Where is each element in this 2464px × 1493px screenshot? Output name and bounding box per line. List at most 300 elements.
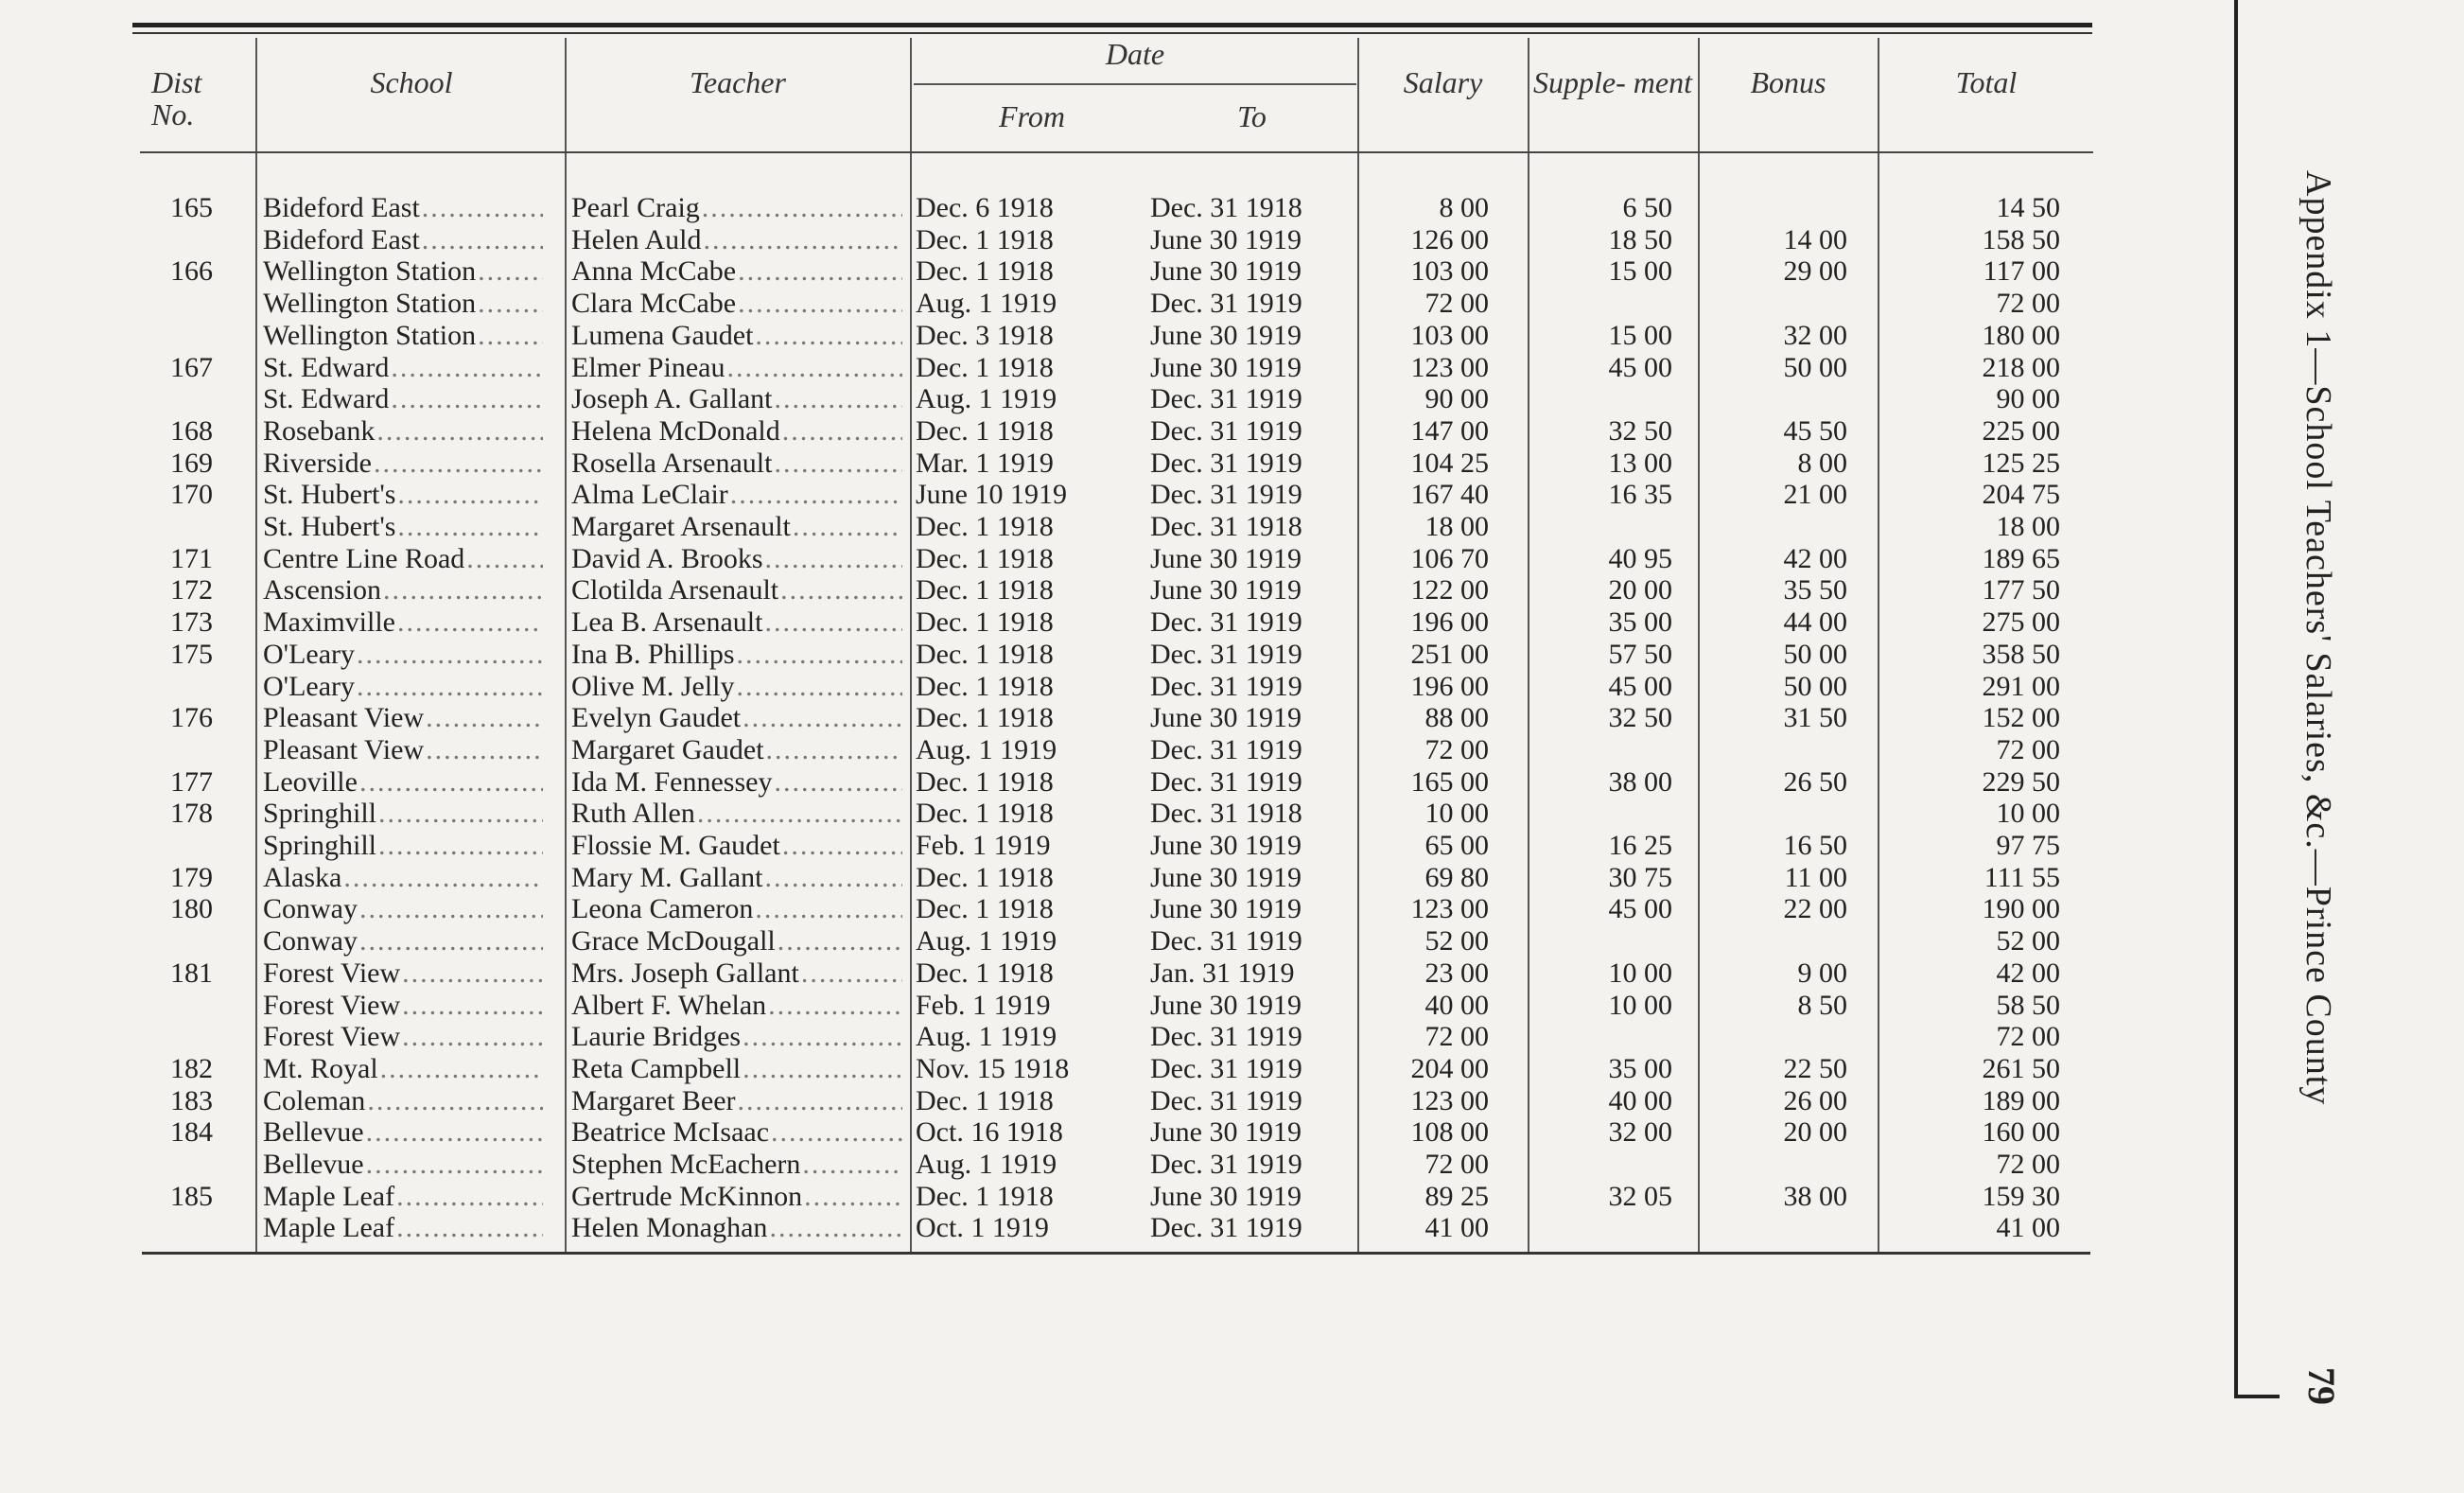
supplement-amount: 40 00 [1608,1084,1672,1116]
school-name: Conway ..... [263,925,543,957]
table-row [0,479,2138,511]
date-subheader-rule [914,83,1356,85]
table-row [0,511,2138,543]
date-from: Aug. 1 1919 [916,383,1057,415]
total-amount: 117 00 [1983,255,2060,288]
margin-rule [2234,0,2238,1396]
salary-amount: 52 00 [1424,925,1489,957]
salary-amount: 72 00 [1424,1149,1489,1180]
salary-amount: 72 00 [1424,733,1489,765]
teacher-name: Lea B. Arsenault ..... [571,606,902,639]
date-to: June 30 1919 [1150,223,1302,255]
dist-number: 178 [170,798,213,830]
salary-amount: 123 00 [1410,893,1489,925]
total-amount: 72 00 [1996,733,2060,765]
table-row [0,383,2138,415]
date-from: Dec. 1 1918 [916,798,1054,830]
date-to: Dec. 31 1919 [1150,670,1302,702]
table-row [0,606,2138,639]
total-amount: 72 00 [1996,1021,2060,1053]
teacher-name: Margaret Beer ..... [571,1085,902,1117]
date-from: Dec. 1 1918 [916,223,1054,255]
table-row [0,1021,2138,1053]
total-amount: 58 50 [1996,989,2060,1021]
salary-amount: 65 00 [1424,830,1489,861]
date-to: Dec. 31 1919 [1150,1052,1302,1084]
table-row [0,990,2138,1022]
header-bottom-rule [140,151,2093,153]
header-date: Date [1105,37,1165,71]
school-name: Conway ..... [263,893,543,925]
bonus-amount: 38 00 [1783,1180,1847,1212]
date-from: June 10 1919 [916,479,1067,511]
school-name: Springhill ..... [263,830,543,862]
bonus-amount: 22 50 [1783,1052,1847,1084]
dist-number: 168 [170,414,213,447]
total-amount: 275 00 [1982,606,2060,639]
total-amount: 190 00 [1982,893,2060,925]
school-name: St. Hubert's ..... [263,511,543,543]
header-supplement: Supple- ment [1533,65,1692,99]
date-to: Dec. 31 1918 [1150,798,1302,830]
bonus-amount: 32 00 [1783,319,1847,351]
school-name: Bellevue ..... [263,1149,543,1181]
school-name: Coleman ..... [263,1085,543,1117]
dist-number: 177 [170,765,213,798]
table-row [0,255,2138,288]
date-from: Dec. 1 1918 [916,861,1054,893]
supplement-amount: 18 50 [1608,223,1672,255]
date-to: Dec. 31 1919 [1150,1084,1302,1116]
school-name: Ascension ..... [263,574,543,606]
total-amount: 42 00 [1996,957,2060,989]
dist-number: 182 [170,1052,213,1084]
salary-amount: 126 00 [1410,223,1489,255]
table-row [0,671,2138,703]
school-name: St. Edward ..... [263,383,543,415]
dist-number: 165 [170,192,213,223]
table-row [0,766,2138,799]
date-from: Dec. 1 1918 [916,670,1054,702]
table-row [0,288,2138,320]
salary-amount: 18 00 [1424,511,1489,542]
teacher-name: Olive M. Jelly ..... [571,671,902,703]
school-name: Maple Leaf ..... [263,1181,543,1213]
teacher-name: Ida M. Fennessey ..... [571,766,902,799]
date-from: Aug. 1 1919 [916,733,1057,765]
supplement-amount: 45 00 [1608,351,1672,383]
school-name: Rosebank ..... [263,415,543,448]
bonus-amount: 45 50 [1783,414,1847,447]
total-amount: 72 00 [1996,1149,2060,1180]
date-from: Dec. 1 1918 [916,957,1054,989]
bonus-amount: 44 00 [1783,606,1847,639]
school-name: Mt. Royal ..... [263,1053,543,1085]
dist-number: 181 [170,957,213,989]
teacher-name: Anna McCabe ..... [571,255,902,288]
dist-number: 175 [170,638,213,670]
date-from: Dec. 1 1918 [916,606,1054,639]
teacher-name: Helen Auld ..... [571,224,902,256]
table-row [0,1212,2138,1244]
teacher-name: Margaret Arsenault ..... [571,511,902,543]
school-name: Centre Line Road ..... [263,543,543,575]
teacher-name: Lumena Gaudet ..... [571,320,902,352]
total-amount: 189 65 [1982,542,2060,574]
bonus-amount: 35 50 [1783,574,1847,606]
supplement-amount: 16 25 [1608,830,1672,861]
table-row [0,893,2138,925]
date-from: Dec. 1 1918 [916,255,1054,288]
date-to: Dec. 31 1919 [1150,638,1302,670]
supplement-amount: 32 05 [1608,1180,1672,1212]
teacher-name: Elmer Pineau ..... [571,352,902,384]
total-amount: 125 25 [1982,447,2060,479]
school-name: Pleasant View ..... [263,734,543,766]
total-amount: 229 50 [1982,765,2060,798]
table-row [0,415,2138,448]
total-amount: 18 00 [1996,511,2060,542]
teacher-name: Flossie M. Gaudet ..... [571,830,902,862]
total-amount: 358 50 [1982,638,2060,670]
top-thick-rule [132,23,2092,27]
teacher-name: Ruth Allen ..... [571,798,902,830]
date-from: Dec. 1 1918 [916,574,1054,606]
date-to: Dec. 31 1919 [1150,606,1302,639]
date-from: Aug. 1 1919 [916,1149,1057,1180]
date-to: June 30 1919 [1150,351,1302,383]
date-from: Dec. 1 1918 [916,1084,1054,1116]
supplement-amount: 40 95 [1608,542,1672,574]
school-name: St. Hubert's ..... [263,479,543,511]
teacher-name: Grace McDougall ..... [571,925,902,957]
salary-amount: 165 00 [1410,765,1489,798]
bonus-amount: 50 00 [1783,638,1847,670]
date-from: Dec. 1 1918 [916,511,1054,542]
date-from: Feb. 1 1919 [916,989,1051,1021]
date-to: Dec. 31 1919 [1150,1212,1302,1244]
date-from: Dec. 1 1918 [916,351,1054,383]
school-name: St. Edward ..... [263,352,543,384]
date-to: Dec. 31 1919 [1150,383,1302,415]
school-name: Bideford East ..... [263,192,543,224]
date-to: June 30 1919 [1150,830,1302,861]
table-row [0,1085,2138,1117]
bonus-amount: 42 00 [1783,542,1847,574]
total-amount: 160 00 [1982,1116,2060,1149]
salary-amount: 41 00 [1424,1212,1489,1244]
supplement-amount: 35 00 [1608,1052,1672,1084]
school-name: Maple Leaf ..... [263,1212,543,1244]
supplement-amount: 6 50 [1622,192,1672,223]
date-from: Dec. 1 1918 [916,893,1054,925]
total-amount: 218 00 [1982,351,2060,383]
teacher-name: Mrs. Joseph Gallant ..... [571,957,902,990]
bonus-amount: 50 00 [1783,351,1847,383]
table-row [0,734,2138,766]
salary-amount: 89 25 [1424,1180,1489,1212]
teacher-name: Mary M. Gallant ..... [571,862,902,894]
supplement-amount: 38 00 [1608,765,1672,798]
table-row [0,1181,2138,1213]
header-to: To [1237,99,1267,133]
teacher-name: Stephen McEachern ..... [571,1149,902,1181]
salary-amount: 204 00 [1410,1052,1489,1084]
salary-amount: 72 00 [1424,288,1489,320]
running-head: Appendix 1—School Teachers' Salaries, &c.—Prince County [2298,170,2338,1106]
school-name: Wellington Station ..... [263,320,543,352]
supplement-amount: 45 00 [1608,893,1672,925]
total-amount: 111 55 [1983,861,2060,893]
total-amount: 159 30 [1982,1180,2060,1212]
supplement-amount: 10 00 [1608,989,1672,1021]
date-from: Dec. 3 1918 [916,319,1054,351]
bonus-amount: 14 00 [1783,223,1847,255]
date-from: Feb. 1 1919 [916,830,1051,861]
margin-rule-foot [2234,1395,2280,1398]
total-amount: 72 00 [1996,288,2060,320]
table-row [0,702,2138,734]
dist-number: 184 [170,1116,213,1149]
date-from: Aug. 1 1919 [916,288,1057,320]
school-name: Wellington Station ..... [263,255,543,288]
salary-amount: 147 00 [1410,414,1489,447]
date-to: June 30 1919 [1150,989,1302,1021]
page-number: 79 [2300,1367,2343,1405]
dist-number: 185 [170,1180,213,1212]
teacher-name: Alma LeClair ..... [571,479,902,511]
supplement-amount: 15 00 [1608,255,1672,288]
table-row [0,957,2138,990]
date-from: Dec. 1 1918 [916,542,1054,574]
salary-amount: 106 70 [1410,542,1489,574]
table-row [0,320,2138,352]
salary-amount: 10 00 [1424,798,1489,830]
bonus-amount: 9 00 [1797,957,1847,989]
table-row [0,1116,2138,1149]
dist-number: 169 [170,447,213,479]
salary-amount: 196 00 [1410,606,1489,639]
teacher-name: Reta Campbell ..... [571,1053,902,1085]
date-from: Dec. 6 1918 [916,192,1054,223]
date-from: Oct. 1 1919 [916,1212,1049,1244]
date-from: Dec. 1 1918 [916,765,1054,798]
date-to: June 30 1919 [1150,861,1302,893]
supplement-amount: 35 00 [1608,606,1672,639]
total-amount: 291 00 [1982,670,2060,702]
school-name: Alaska ..... [263,862,543,894]
salary-amount: 122 00 [1410,574,1489,606]
school-name: Riverside ..... [263,448,543,480]
total-amount: 261 50 [1982,1052,2060,1084]
table-row [0,448,2138,480]
bonus-amount: 50 00 [1783,670,1847,702]
date-to: June 30 1919 [1150,574,1302,606]
table-row [0,925,2138,957]
date-to: June 30 1919 [1150,542,1302,574]
header-salary: Salary [1403,65,1483,99]
bonus-amount: 31 50 [1783,702,1847,734]
table-row [0,192,2138,224]
supplement-amount: 10 00 [1608,957,1672,989]
salary-amount: 90 00 [1424,383,1489,415]
total-amount: 14 50 [1996,192,2060,223]
date-to: Dec. 31 1919 [1150,1149,1302,1180]
header-dist: Dist No. [151,65,202,132]
date-to: Dec. 31 1919 [1150,1021,1302,1053]
teacher-name: Helen Monaghan ..... [571,1212,902,1244]
teacher-name: Laurie Bridges ..... [571,1021,902,1053]
school-name: Springhill ..... [263,798,543,830]
table-row [0,574,2138,606]
table-row [0,352,2138,384]
supplement-amount: 30 75 [1608,861,1672,893]
dist-number: 166 [170,255,213,288]
school-name: Pleasant View ..... [263,702,543,734]
school-name: Forest View ..... [263,957,543,990]
supplement-amount: 32 50 [1608,414,1672,447]
total-amount: 204 75 [1982,479,2060,511]
date-from: Mar. 1 1919 [916,447,1054,479]
date-from: Dec. 1 1918 [916,1180,1054,1212]
salary-amount: 103 00 [1410,255,1489,288]
bonus-amount: 22 00 [1783,893,1847,925]
teacher-name: Leona Cameron ..... [571,893,902,925]
header-school: School [370,65,453,99]
date-from: Oct. 16 1918 [916,1116,1063,1149]
total-amount: 152 00 [1982,702,2060,734]
date-to: Dec. 31 1919 [1150,733,1302,765]
table-row [0,639,2138,671]
date-to: Dec. 31 1918 [1150,192,1302,223]
bonus-amount: 20 00 [1783,1116,1847,1149]
date-to: Dec. 31 1919 [1150,925,1302,957]
date-to: Dec. 31 1919 [1150,765,1302,798]
salary-amount: 104 25 [1410,447,1489,479]
table-row [0,798,2138,830]
school-name: O'Leary ..... [263,671,543,703]
date-to: Dec. 31 1919 [1150,288,1302,320]
header-bonus: Bonus [1750,65,1826,99]
total-amount: 10 00 [1996,798,2060,830]
date-from: Dec. 1 1918 [916,638,1054,670]
teacher-name: Albert F. Whelan ..... [571,990,902,1022]
supplement-amount: 16 35 [1608,479,1672,511]
date-from: Nov. 15 1918 [916,1052,1070,1084]
header-from: From [999,99,1065,133]
supplement-amount: 32 50 [1608,702,1672,734]
salary-amount: 251 00 [1410,638,1489,670]
total-amount: 158 50 [1982,223,2060,255]
table-row [0,224,2138,256]
salary-amount: 123 00 [1410,1084,1489,1116]
teacher-name: Evelyn Gaudet ..... [571,702,902,734]
date-to: June 30 1919 [1150,319,1302,351]
supplement-amount: 45 00 [1608,670,1672,702]
date-to: Dec. 31 1919 [1150,414,1302,447]
salary-amount: 40 00 [1424,989,1489,1021]
salary-amount: 103 00 [1410,319,1489,351]
salary-amount: 72 00 [1424,1021,1489,1053]
salary-amount: 88 00 [1424,702,1489,734]
table-row [0,543,2138,575]
dist-number: 173 [170,606,213,639]
teacher-name: Ina B. Phillips ..... [571,639,902,671]
school-name: Leoville ..... [263,766,543,799]
total-amount: 52 00 [1996,925,2060,957]
date-from: Aug. 1 1919 [916,925,1057,957]
school-name: Bideford East ..... [263,224,543,256]
dist-number: 167 [170,351,213,383]
teacher-name: Margaret Gaudet ..... [571,734,902,766]
date-to: June 30 1919 [1150,1116,1302,1149]
date-to: June 30 1919 [1150,893,1302,925]
teacher-name: Clara McCabe ..... [571,288,902,320]
school-name: Maximville ..... [263,606,543,639]
teacher-name: Clotilda Arsenault ..... [571,574,902,606]
date-to: Dec. 31 1918 [1150,511,1302,542]
date-to: Dec. 31 1919 [1150,479,1302,511]
teacher-name: Pearl Craig ..... [571,192,902,224]
salary-amount: 108 00 [1410,1116,1489,1149]
dist-number: 183 [170,1084,213,1116]
salary-amount: 123 00 [1410,351,1489,383]
teacher-name: Gertrude McKinnon ..... [571,1181,902,1213]
teacher-name: Rosella Arsenault ..... [571,448,902,480]
date-from: Dec. 1 1918 [916,414,1054,447]
table-row [0,830,2138,862]
dist-number: 171 [170,542,213,574]
bonus-amount: 26 00 [1783,1084,1847,1116]
bonus-amount: 26 50 [1783,765,1847,798]
school-name: O'Leary ..... [263,639,543,671]
total-amount: 180 00 [1982,319,2060,351]
table-bottom-rule [142,1252,2090,1255]
table-row [0,1053,2138,1085]
total-amount: 177 50 [1982,574,2060,606]
supplement-amount: 32 00 [1608,1116,1672,1149]
teacher-name: Beatrice McIsaac ..... [571,1116,902,1149]
date-from: Dec. 1 1918 [916,702,1054,734]
salary-amount: 167 40 [1410,479,1489,511]
teacher-name: David A. Brooks ..... [571,543,902,575]
bonus-amount: 8 50 [1797,989,1847,1021]
date-from: Aug. 1 1919 [916,1021,1057,1053]
table-row [0,862,2138,894]
supplement-amount: 13 00 [1608,447,1672,479]
bonus-amount: 21 00 [1783,479,1847,511]
school-name: Forest View ..... [263,990,543,1022]
total-amount: 90 00 [1996,383,2060,415]
total-amount: 189 00 [1982,1084,2060,1116]
dist-number: 180 [170,893,213,925]
top-thin-rule [132,32,2092,34]
school-name: Bellevue ..... [263,1116,543,1149]
school-name: Forest View ..... [263,1021,543,1053]
date-to: Jan. 31 1919 [1150,957,1295,989]
date-to: June 30 1919 [1150,702,1302,734]
bonus-amount: 16 50 [1783,830,1847,861]
total-amount: 41 00 [1996,1212,2060,1244]
total-amount: 97 75 [1996,830,2060,861]
dist-number: 170 [170,479,213,511]
teacher-name: Helena McDonald ..... [571,415,902,448]
supplement-amount: 20 00 [1608,574,1672,606]
table-row [0,1149,2138,1181]
bonus-amount: 8 00 [1797,447,1847,479]
salary-amount: 8 00 [1439,192,1489,223]
date-to: June 30 1919 [1150,1180,1302,1212]
